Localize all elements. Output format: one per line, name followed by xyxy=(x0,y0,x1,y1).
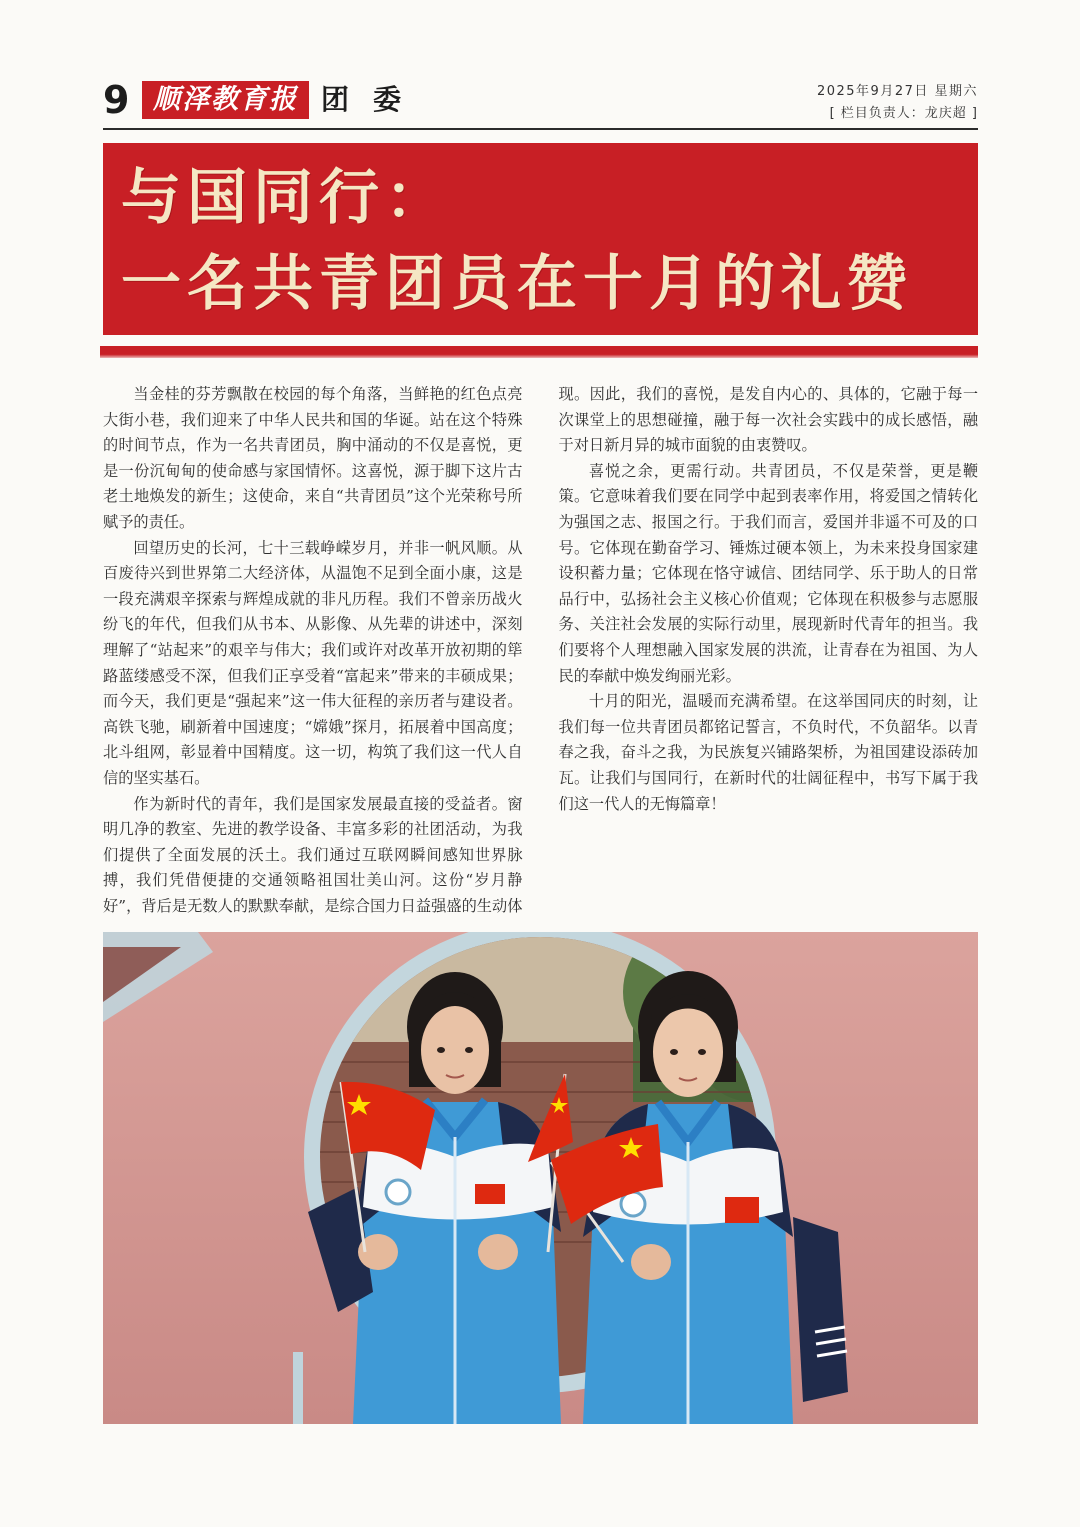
article-paragraph: 当金桂的芬芳飘散在校园的每个角落，当鲜艳的红色点亮大街小巷，我们迎来了中华人民共和国的华诞。站在这个特殊的时间节点，作为一名共青团员，胸中涌动的不仅是喜悦，更是一份沉甸甸的使命感与家国情怀。这喜悦，源于脚下这片古老土地焕发的新生；这使命，来自“共青团员”这个光荣称号所赋予的责任。 xyxy=(103,385,523,531)
article-paragraph: 回望历史的长河，七十三载峥嵘岁月，并非一帆风顺。从百废待兴到世界第二大经济体，从温饱不足到全面小康，这是一段充满艰辛探索与辉煌成就的非凡历程。我们不曾亲历战火纷飞的年代，但我们从书本、从影像、从先辈的讲述中，深刻理解了“站起来”的艰辛与伟大；我们或许对改革开放初期的筚路蓝缕感受不深，但我们正享受着“富起来”带来的丰硕成果；而今天，我们更是“强起来”这一伟大征程的亲历者与建设者。高铁飞驰，刷新着中国速度；“嫦娥”探月，拓展着中国高度；北斗组网，彰显着中国精度。这一切，构筑了我们这一代人自信的坚实基石。 xyxy=(103,538,523,787)
masthead xyxy=(103,78,978,132)
column-editor: [ 栏目负责人：龙庆超 ] xyxy=(829,106,978,121)
article-paragraph: 作为新时代的青年，我们是国家发展最直接的受益者。窗明几净的教室、先进的教学设备、丰富多彩的社团活动，为我们提供了全面发展的沃土。我们通过互联网瞬间感知世界脉搏，我们凭借便捷的交通领略祖国壮美山河。这份“岁月静好”，背后是无数人的默默奉献，是综合国力日益强盛的生动体现。因此，我们的喜悦，是发自内心的、具体的，它融于每一次课堂上的思想碰撞，融于每一次社会实践中的成长感悟，融于对日新月异的城市面貌的由衷赞叹。 xyxy=(103,385,978,915)
article-body xyxy=(103,382,978,922)
newspaper-logo: 顺泽教育报 xyxy=(142,81,309,119)
article-paragraph: 喜悦之余，更需行动。共青团员，不仅是荣誉，更是鞭策。它意味着我们要在同学中起到表率作用，将爱国之情转化为强国之志、报国之行。于我们而言，爱国并非遥不可及的口号。它体现在勤奋学习、锤炼过硬本领上，为未来投身国家建设积蓄力量；它体现在恪守诚信、团结同学、乐于助人的日常品行中，弘扬社会主义核心价值观；它体现在积极参与志愿服务、关注社会发展的实际行动里，展现新时代青年的担当。我们要将个人理想融入国家发展的洪流，让青春在为祖国、为人民的奉献中焕发绚丽光彩。 xyxy=(558,461,978,685)
two-students-with-flags-photo xyxy=(103,932,978,1424)
photo-illustration xyxy=(103,932,978,1424)
page-number: 9 xyxy=(103,78,130,122)
headline-banner xyxy=(103,143,978,335)
headline-line-1: 与国同行： xyxy=(121,163,451,233)
banner-underline xyxy=(100,346,978,358)
masthead-divider xyxy=(103,128,978,130)
issue-date: 2025年9月27日 星期六 xyxy=(816,84,978,99)
article-paragraph: 十月的阳光，温暖而充满希望。在这举国同庆的时刻，让我们每一位共青团员都铭记誓言，不负时代，不负韶华。以青春之我，奋斗之我，为民族复兴铺路架桥，为祖国建设添砖加瓦。让我们与国同行，在新时代的壮阔征程中，书写下属于我们这一代人的无悔篇章！ xyxy=(558,692,978,813)
headline-line-2: 一名共青团员在十月的礼赞 xyxy=(121,249,913,319)
section-title: 团委 xyxy=(321,83,426,116)
